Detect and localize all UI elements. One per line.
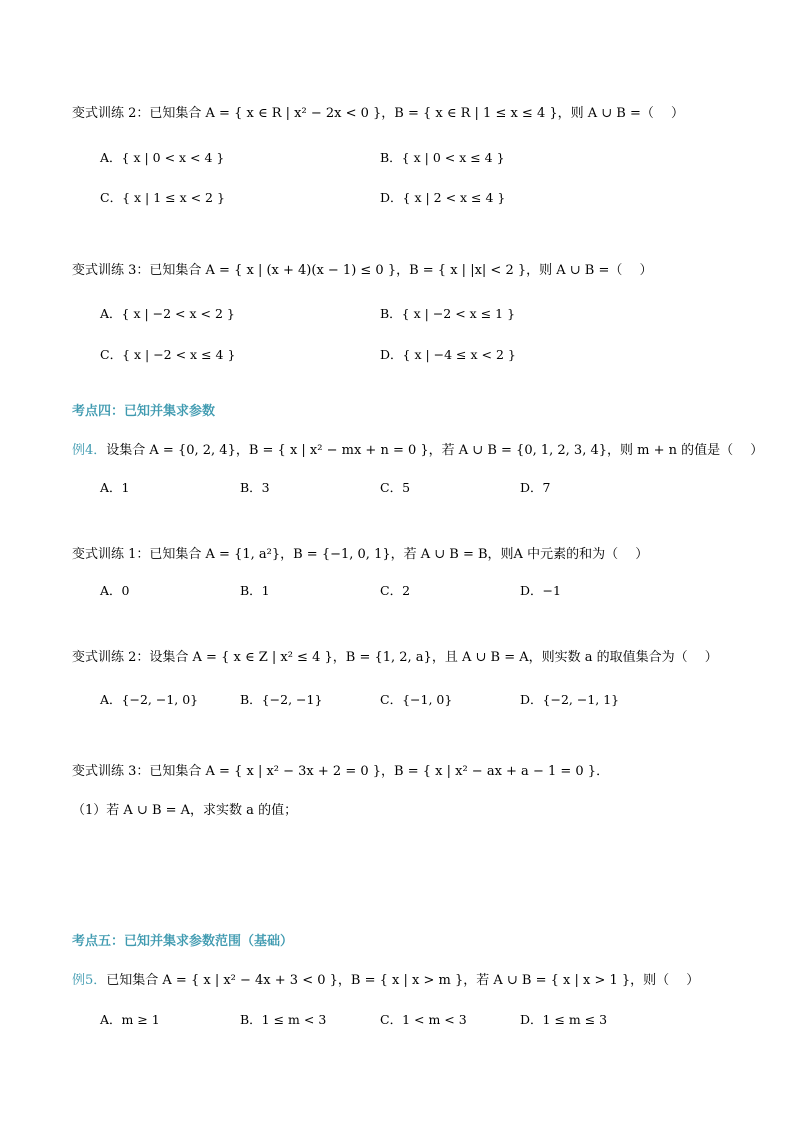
option-d: D．1 ≤ m ≤ 3 (520, 1012, 608, 1027)
question-label: 变式训练 1： (72, 547, 150, 562)
option-c: C．1 < m < 3 (380, 1012, 467, 1027)
option-d: D．7 (520, 480, 551, 495)
section-heading: 考点四：已知并集求参数 (72, 404, 216, 419)
question-variant3-union (72, 261, 653, 281)
option-b: B．1 ≤ m < 3 (240, 1012, 327, 1027)
option-b: B．{ x | −2 < x ≤ 1 } (380, 306, 516, 321)
option-a: A．1 (100, 480, 130, 495)
question-text: 已知集合 A = { x | (x + 4)(x − 1) ≤ 0 }，B = { x | |x| < 2 }，则 A ∪ B =（ ） (149, 263, 653, 278)
question-label: 变式训练 2： (72, 106, 150, 121)
question-text: 已知集合 A = {1, a²}，B = {−1, 0, 1}，若 A ∪ B = B，则A 中元素的和为（ ） (149, 547, 649, 562)
question-label: 变式训练 3： (72, 764, 150, 779)
sub-question-1: （1）若 A ∪ B = A，求实数 a 的值； (72, 803, 298, 818)
option-c: C．{ x | −2 < x ≤ 4 } (100, 347, 236, 362)
question-example4 (72, 441, 763, 461)
option-b: B．1 (240, 583, 270, 598)
option-c: C．5 (380, 480, 411, 495)
option-d: D．{ x | −4 ≤ x < 2 } (380, 347, 516, 362)
question-text: 设集合 A = { x ∈ Z | x² ≤ 4 }，B = {1, 2, a}，且 A ∪ B = A，则实数 a 的取值集合为（ ） (149, 650, 718, 665)
question-text: 已知集合 A = { x ∈ R | x² − 2x < 0 }，B = { x ∈ R | 1 ≤ x ≤ 4 }，则 A ∪ B =（ ） (149, 106, 685, 121)
option-b: B．{ x | 0 < x ≤ 4 } (380, 150, 505, 165)
option-c: C．2 (380, 583, 411, 598)
section-heading: 考点五：已知并集求参数范围（基础） (72, 934, 294, 949)
question-text: 已知集合 A = { x | x² − 4x + 3 < 0 }，B = { x | x > m }，若 A ∪ B = { x | x > 1 }，则（ ） (106, 973, 700, 988)
option-b: B．{−2, −1} (240, 692, 323, 707)
option-a: A．{ x | 0 < x < 4 } (100, 150, 225, 165)
option-d: D．{ x | 2 < x ≤ 4 } (380, 190, 506, 205)
example-label: 例4． (72, 443, 107, 458)
option-a: A．m ≥ 1 (100, 1012, 160, 1027)
option-b: B．3 (240, 480, 270, 495)
question-variant2-param (72, 648, 718, 668)
option-a: A．{−2, −1, 0} (100, 692, 199, 707)
question-variant2-union (72, 104, 684, 124)
option-a: A．0 (100, 583, 130, 598)
question-text: 设集合 A = {0, 2, 4}，B = { x | x² − mx + n = 0 }，若 A ∪ B = {0, 1, 2, 3, 4}，则 m + n 的值是（ ） (106, 443, 764, 458)
option-c: C．{ x | 1 ≤ x < 2 } (100, 190, 225, 205)
question-variant1-param (72, 545, 648, 565)
question-variant3-param (72, 762, 609, 782)
option-d: D．−1 (520, 583, 561, 598)
question-label: 变式训练 3： (72, 263, 150, 278)
question-text: 已知集合 A = { x | x² − 3x + 2 = 0 }，B = { x | x² − ax + a − 1 = 0 }． (149, 764, 610, 779)
option-c: C．{−1, 0} (380, 692, 453, 707)
question-example5 (72, 971, 699, 991)
example-label: 例5． (72, 973, 107, 988)
question-label: 变式训练 2： (72, 650, 150, 665)
option-d: D．{−2, −1, 1} (520, 692, 620, 707)
option-a: A．{ x | −2 < x < 2 } (100, 306, 235, 321)
